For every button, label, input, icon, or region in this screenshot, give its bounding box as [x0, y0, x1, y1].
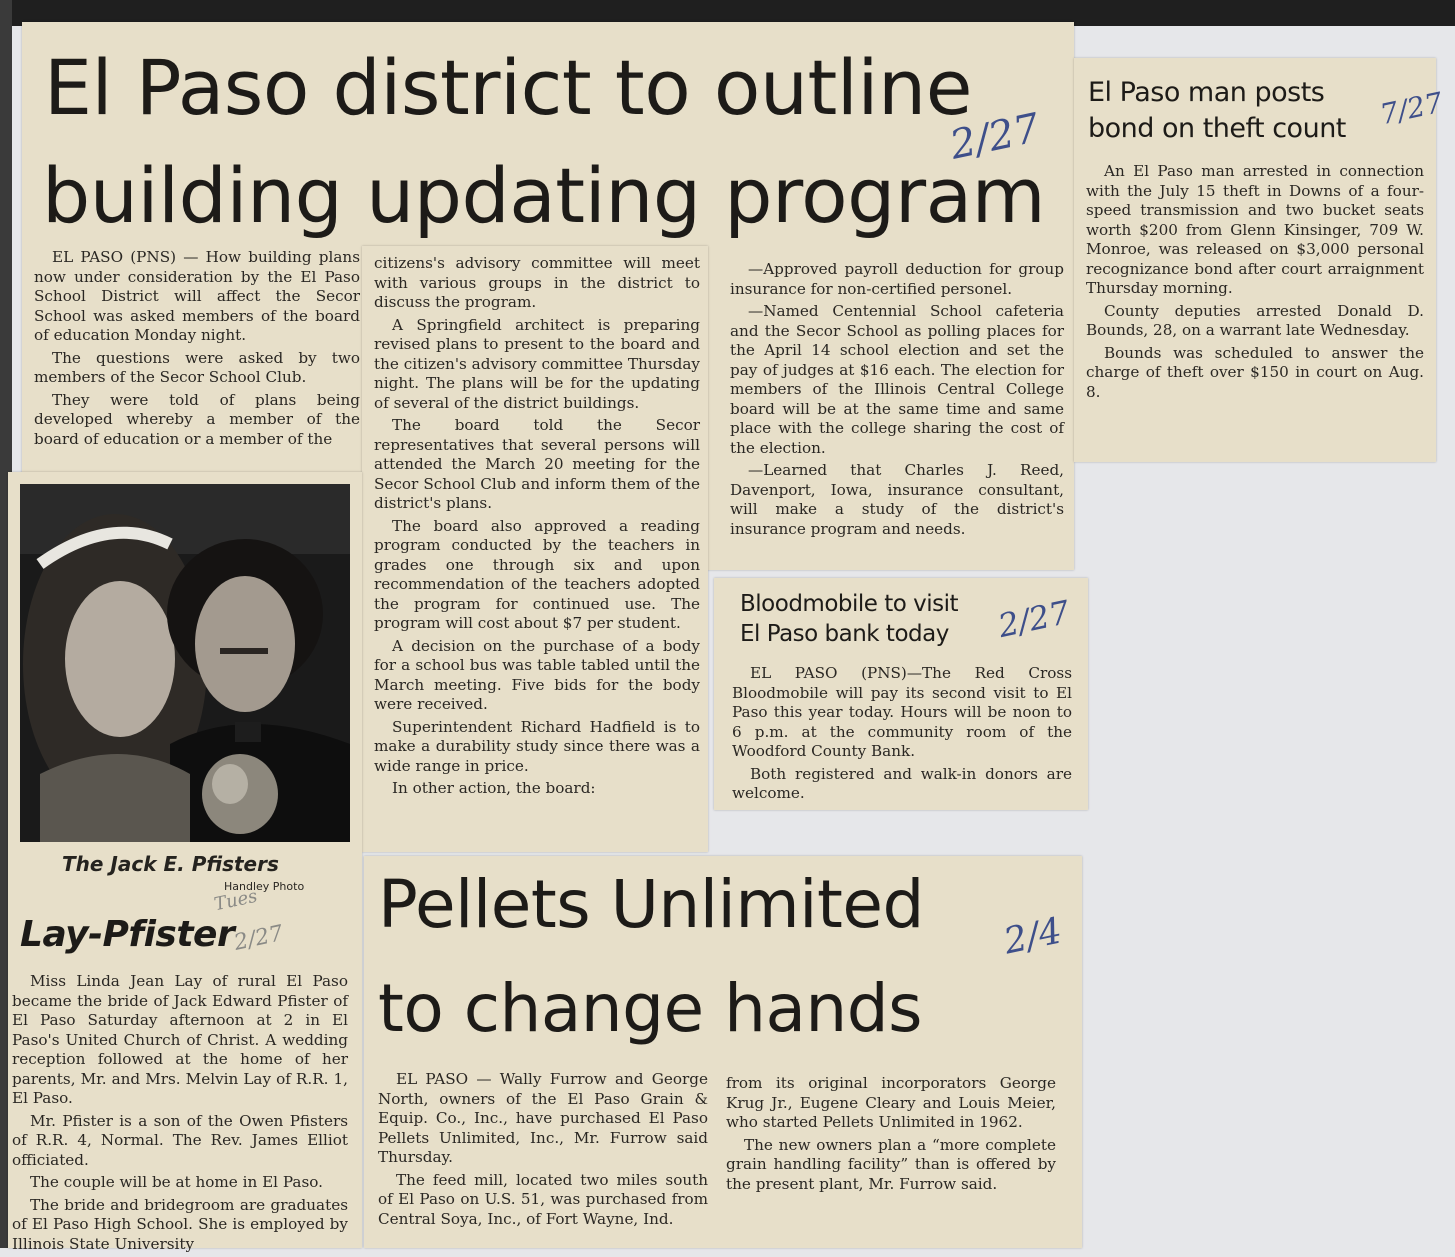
wedding-pencil-note: Tues	[212, 885, 260, 916]
main-col2-p3: The board told the Secor representatives that several persons will attended the March 20 meeting for the Secor School Club and inform them of the district's plans.	[374, 416, 700, 512]
theft-article-clipping	[1074, 58, 1446, 462]
main-col2-p1: citizens's advisory committee will meet with various groups in the district to discuss the program.	[374, 254, 700, 311]
main-col2-p7: In other action, the board:	[392, 779, 596, 797]
main-date-note: 2/27	[946, 105, 1044, 169]
couple-photo-illustration	[20, 484, 350, 842]
wedding-caption: The Jack E. Pfisters	[62, 852, 279, 876]
bloodmobile-headline-line2: El Paso bank today	[740, 621, 949, 647]
bloodmobile-date-note: 2/27	[994, 592, 1074, 646]
wedding-photo-credit: Handley Photo	[224, 880, 305, 893]
main-col3	[730, 260, 1064, 542]
pellets-article-clipping	[364, 856, 1082, 1248]
main-col2-p6: Superintendent Richard Hadfield is to make a durability study since there was a wide range in price.	[374, 717, 700, 775]
main-col2	[374, 254, 700, 802]
main-col3-p2: —Named Centennial School cafeteria and the Secor School as polling places for the April 14 school election and set the pay of judges at $16 each. The election for members of the Illinois Central College board will be at the same time and same place with the college sharing the cost of the election.	[730, 302, 1064, 457]
bloodmobile-p1: EL PASO (PNS)—The Red Cross Bloodmobile will pay its second visit to El Paso this year today. Hours will be noon to 6 p.m. at the community room of the Woodford County Bank.	[732, 664, 1072, 760]
theft-headline-line2: bond on theft count	[1088, 113, 1346, 144]
main-col2-p5: A decision on the purchase of a body for a school bus was table tabled until the March meeting. Five bids for the body were received.	[374, 636, 700, 713]
wedding-photo	[20, 484, 350, 842]
theft-date-note: 7/27	[1377, 85, 1446, 132]
theft-p3: Bounds was scheduled to answer the charge of theft over $150 in court on Aug. 8.	[1086, 343, 1424, 401]
wedding-p4: The bride and bridegroom are graduates of El Paso High School. She is employed by Illinois State University	[12, 1195, 348, 1253]
wedding-headline: Lay-Pfister	[20, 914, 235, 955]
pellets-col1-p1: EL PASO — Wally Furrow and George North, owners of the El Paso Grain & Equip. Co., Inc., have purchased El Paso Pellets Unlimited, Inc., Mr. Furrow said Thursday.	[378, 1070, 708, 1166]
wedding-p2: Mr. Pfister is a son of the Owen Pfisters of R.R. 4, Normal. The Rev. James Elliot officiated.	[12, 1111, 348, 1169]
theft-p1: An El Paso man arrested in connection with the July 15 theft in Downs of a four-speed transmission and two bucket seats worth $200 from Glenn Kinsinger, 709 W. Monroe, was released on $3,000 personal recognizance bond after court arraignment Thursday morning.	[1086, 162, 1424, 297]
wedding-date-note: 2/27	[231, 921, 286, 956]
pellets-col2-p1: from its original incorporators George Krug Jr., Eugene Cleary and Louis Meier, who started Pellets Unlimited in 1962.	[726, 1074, 1056, 1131]
bloodmobile-p2: Both registered and walk-in donors are welcome.	[732, 764, 1072, 802]
main-col1-p3: They were told of plans being developed whereby a member of the board of education or a member of the	[34, 390, 360, 448]
main-col2-p4: The board also approved a reading program conducted by the teachers in grades one through six and upon recommendation of the teachers adopted the program for continued use. The program will cost about $7 per student.	[374, 516, 700, 632]
main-article-col2-clipping	[362, 246, 708, 852]
pellets-col2	[726, 1074, 1056, 1197]
wedding-p1: Miss Linda Jean Lay of rural El Paso became the bride of Jack Edward Pfister of El Paso Saturday afternoon at 2 in El Paso's United Church of Christ. A wedding reception followed at the home of her parents, Mr. and Mrs. Melvin Lay of R.R. 1, El Paso.	[12, 972, 348, 1107]
main-col1	[34, 248, 360, 452]
theft-headline-line1: El Paso man posts	[1088, 77, 1325, 108]
theft-p2: County deputies arrested Donald D. Bounds, 28, on a warrant late Wednesday.	[1086, 301, 1424, 339]
bloodmobile-article-clipping	[714, 578, 1088, 810]
pellets-col2-p2: The new owners plan a “more complete grain handling facility” than is offered by the present plant, Mr. Furrow said.	[726, 1135, 1056, 1193]
pellets-headline-line2: to change hands	[378, 970, 922, 1047]
main-col1-p1: EL PASO (PNS) — How building plans now under consideration by the El Paso School District will affect the Secor School was asked members of the board of education Monday night.	[34, 248, 360, 344]
theft-body	[1086, 162, 1424, 405]
main-col3-p3: —Learned that Charles J. Reed, Davenport, Iowa, insurance consultant, will make a study of the district's insurance program and needs.	[730, 461, 1064, 538]
pellets-col1-p2: The feed mill, located two miles south of El Paso on U.S. 51, was purchased from Central Soya, Inc., of Fort Wayne, Ind.	[378, 1170, 708, 1228]
wedding-article-clipping	[8, 472, 362, 1253]
pellets-date-note: 2/4	[1000, 910, 1066, 963]
wedding-body	[12, 972, 348, 1257]
main-headline-line1: El Paso district to outline	[44, 43, 972, 132]
pellets-headline-line1: Pellets Unlimited	[378, 866, 924, 943]
bloodmobile-headline-line1: Bloodmobile to visit	[740, 591, 959, 617]
main-col2-p2: A Springfield architect is preparing revised plans to present to the board and the citizen's advisory committee Thursday night. The plans will be for the updating of several of the district buildings.	[374, 315, 700, 412]
main-headline-line2: building updating program	[42, 151, 1046, 240]
main-col1-p2: The questions were asked by two members of the Secor School Club.	[34, 348, 360, 386]
wedding-p3: The couple will be at home in El Paso.	[30, 1173, 323, 1191]
pellets-col1	[378, 1070, 708, 1232]
main-col3-p1: —Approved payroll deduction for group insurance for non-certified personel.	[730, 260, 1064, 298]
bloodmobile-body	[732, 664, 1072, 807]
